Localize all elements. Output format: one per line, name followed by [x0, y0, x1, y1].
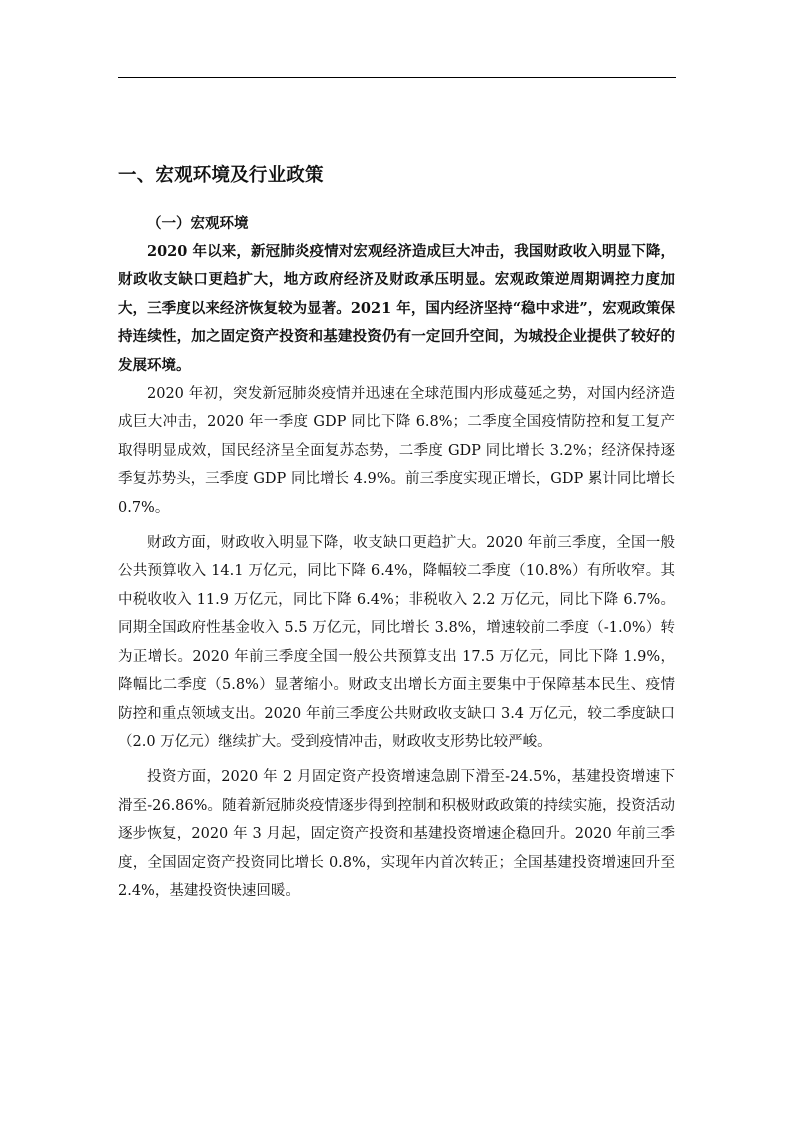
subsection-title: （一）宏观环境: [147, 215, 249, 232]
gdp-paragraph: 2020 年初，突发新冠肺炎疫情并迅速在全球范围内形成蔓延之势，对国内经济造成巨大冲击，2020 年一季度 GDP 同比下降 6.8%；二季度全国疫情防控和复工复产取得明显成效，国民经济呈全面复苏态势，二季度 GDP 同比增长 3.2%；经济保持逐季复苏势头，三季度 GDP 同比增长 4.9%。前三季度实现正增长，GDP 累计同比增长 0.7%。: [118, 386, 675, 516]
investment-paragraph: 投资方面，2020 年 2 月固定资产投资增速急剧下滑至-24.5%，基建投资增速下滑至-26.86%。随着新冠肺炎疫情逐步得到控制和积极财政政策的持续实施，投资活动逐步恢复，2020 年 3 月起，固定资产投资和基建投资增速企稳回升。2020 年前三季度，全国固定资产投资同比增长 0.8%，实现年内首次转正；全国基建投资增速回升至 2.4%，基建投资快速回暖。: [118, 769, 675, 899]
summary-paragraph: 2020 年以来，新冠肺炎疫情对宏观经济造成巨大冲击，我国财政收入明显下降，财政收支缺口更趋扩大，地方政府经济及财政承压明显。宏观政策逆周期调控力度加大，三季度以来经济恢复较为显著。2021 年，国内经济坚持“稳中求进”，宏观政策保持连续性，加之固定资产投资和基建投资仍有一定回升空间，为城投企业提供了较好的发展环境。: [118, 243, 675, 374]
section-title: 一、宏观环境及行业政策: [118, 165, 324, 186]
fiscal-paragraph: 财政方面，财政收入明显下降，收支缺口更趋扩大。2020 年前三季度，全国一般公共预算收入 14.1 万亿元，同比下降 6.4%，降幅较二季度（10.8%）有所收窄。其中税收收入 11.9 万亿元，同比下降 6.4%；非税收入 2.2 万亿元，同比下降 6.7%。同期全国政府性基金收入 5.5 万亿元，同比增长 3.8%，增速较前二季度（-1.0%）转为正增长。2020 年前三季度全国一般公共预算支出 17.5 万亿元，同比下降 1.9%，降幅比二季度（5.8%）显著缩小。财政支出增长方面主要集中于保障基本民生、疫情防控和重点领域支出。2020 年前三季度公共财政收支缺口 3.4 万亿元，较二季度缺口（2.0 万亿元）继续扩大。受到疫情冲击，财政收支形势比较严峻。: [118, 535, 675, 750]
document-body: [118, 158, 675, 905]
header-rule: [118, 77, 676, 78]
